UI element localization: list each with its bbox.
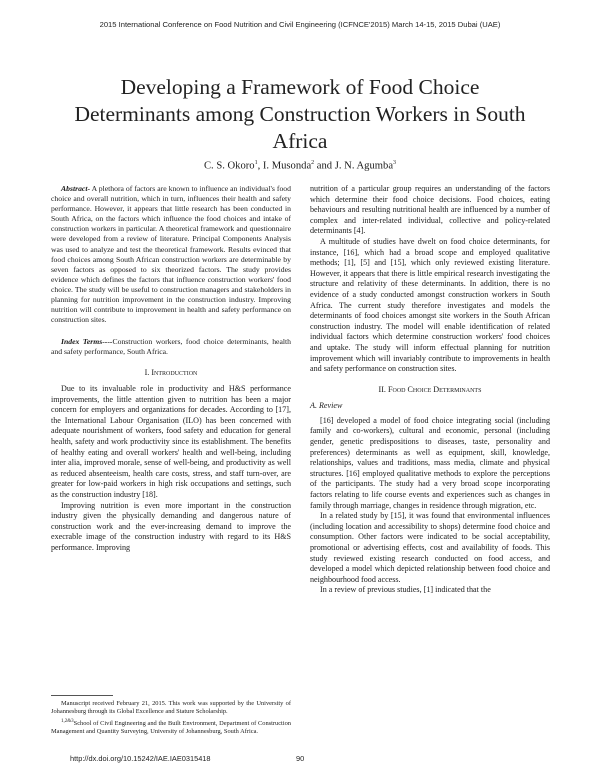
author-2: I. Musonda [262, 160, 312, 172]
footnote-2 [51, 718, 291, 736]
abstract-label: Abstract- [61, 184, 91, 193]
paper-title: Developing a Framework of Food Choice Determinants among Construction Workers in South Africa [74, 75, 526, 153]
section-heading-food-choice: II. Food Choice Determinants [378, 384, 482, 394]
left-column [51, 184, 291, 554]
footnote-2-text: School of Civil Engineering and the Built Environment, Department of Construction Management and Quantity Surveying, University of Johannesburg, South Africa. [51, 720, 291, 736]
page-number: 90 [296, 754, 305, 763]
review-paragraph-2: In a related study by [15], it was found that environmental influences (including location and accessibility to shops) determine food choice and consumption. Other factors were indicated to be social acceptability, promotional or advertising effects, cost and availability of foods. This study reviewed existing research conducted on food access, and developed a model which depicted relationship between food choice and neighbourhood food access. [310, 511, 550, 584]
subsection-heading-review: A. Review [310, 401, 343, 411]
author-1: C. S. Okoro [203, 160, 255, 172]
review-paragraph-1: [16] developed a model of food choice integrating social (including family and co-workers), cultural and economic, personal (including gender, genetic predispositions to diseases, taste, personality and preferences) determinants as well as equipment, skill, knowledge, relationships, values and traditions, mass media, climate and physical structures. [16] employed qualitative methods to explore the perceptions of the participants. The study had a very broad scope incorporating factors relating to life course events and experiences such as changes in family through marriage, changes in residence through migration, etc. [310, 415, 550, 510]
intro-paragraph-1: Due to its invaluable role in productivity and H&S performance improvements, the little attention given to nutrition has been a major concern for employers and organizations for decades. According to [17], the International Labour Organisation (ILO) has been concerned with adequate nourishment of workers, food safety and education for general health, safety and work productivity since its establishment. The benefits of healthy eating and overall workers' health and well-being, including inter alia, improved morale, sense of well-being, and productivity as well as reduced absenteeism, health care costs, stress, and staff turn-over, are greater for low-paid workers in high risk occupations and settings, such as the construction industry [18]. [51, 384, 291, 500]
index-terms-label: Index Terms---- [61, 337, 113, 347]
footnote-divider [51, 695, 113, 696]
author-line [0, 160, 600, 172]
author-separator: , [257, 160, 263, 172]
doi-link[interactable]: http://dx.doi.org/10.15242/IAE.IAE0315418 [70, 754, 211, 763]
body-paragraph: nutrition of a particular group requires an understanding of the factors which determine their food choice decisions. Food choices, eating behaviours and resulting nutritional health are influenced by a number of complex and inter-related individual, collective and policy-related determinants [4]. [310, 184, 550, 236]
index-terms-text: Construction workers, food choice determinants, health and safety performance, South Africa. [51, 337, 291, 357]
index-terms [51, 337, 291, 357]
author-1-affiliation: 1 [254, 160, 258, 166]
body-paragraph: A multitude of studies have dwelt on food choice determinants, for instance, [16], which had a broad scope and employed qualitative methods; [1], [5] and [15], which only reviewed existing literature. However, it appears that there is little empirical research investigating the structure and relativity of these determinants. In addition, there is no evidence of a study conducted amongst construction workers in South Africa. The current study therefore investigates and models the determinants of food choices amongst site workers in the South African construction industry. The model will enable identification of related individual factors which determine construction workers' food choices and uptake. The study will inform effectual planning for nutrition improvement which will invariably contribute to improvements in health and safety performance on construction sites. [310, 236, 550, 374]
section-heading-introduction: I. Introduction [144, 367, 198, 377]
footnote-2-marker: 1,2&3 [61, 719, 74, 724]
footnote-1: Manuscript received February 21, 2015. This work was supported by the University of Johannesburg through its Global Excellence and Stature Scholarship. [51, 700, 291, 715]
author-separator: and [314, 160, 335, 172]
author-2-affiliation: 2 [311, 160, 315, 166]
author-3-affiliation: 3 [393, 160, 397, 166]
review-paragraph-3: In a review of previous studies, [1] indicated that the [320, 585, 491, 595]
author-3: J. N. Agumba [334, 160, 394, 172]
right-column [310, 184, 550, 596]
intro-paragraph-2: Improving nutrition is even more important in the construction industry given the physically demanding and dangerous nature of construction work and the ever-increasing demand to improve the execrable image of the construction industry with regard to its H&S performance. Improving [51, 500, 291, 552]
footnotes [51, 700, 291, 738]
abstract [51, 184, 291, 325]
abstract-text: A plethora of factors are known to influence an individual's food choice and overall nutrition, which in turn, influences their health and safety performance. However, it appears that little research has been conducted in South Africa, on the factors which influence the food choices and intake of construction workers in particular. A theoretical framework and questionnaire were developed from a review of literature. Principal Components Analysis was used to analyze and test the theoretical framework. Results evinced that food choices among South African construction workers are determinable by seven factors as opposed to six theorized factors. The study provides evidence which defines the factors that influence construction workers' food choice. The study will be useful to construction managers and stakeholders in planning for nutrition improvement in the construction industry. Improving nutrition will contribute to improvement in health and safety performance on construction sites. [51, 184, 291, 325]
conference-header: 2015 International Conference on Food Nutrition and Civil Engineering (ICFNCE'2015) March 14-15, 2015 Dubai (UAE) [99, 20, 501, 29]
